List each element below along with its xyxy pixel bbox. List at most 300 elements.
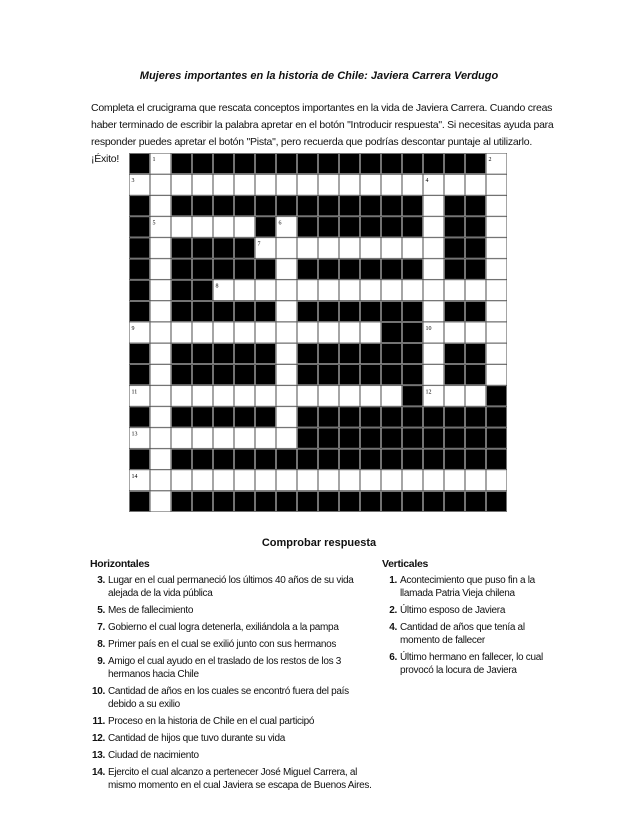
clue-text: Cantidad de hijos que tuvo durante su vida bbox=[108, 733, 285, 744]
clue-text: Último esposo de Javiera bbox=[400, 605, 506, 616]
crossword-block bbox=[298, 301, 318, 321]
crossword-block bbox=[319, 154, 339, 174]
crossword-cell[interactable] bbox=[277, 238, 297, 258]
crossword-block bbox=[277, 154, 297, 174]
crossword-cell[interactable] bbox=[151, 365, 171, 385]
crossword-block bbox=[445, 196, 465, 216]
crossword-block bbox=[235, 407, 255, 427]
crossword-block bbox=[172, 449, 192, 469]
crossword-cell[interactable] bbox=[193, 217, 213, 237]
crossword-cell[interactable] bbox=[361, 175, 381, 195]
crossword-cell[interactable] bbox=[214, 386, 234, 406]
crossword-cell[interactable] bbox=[487, 217, 507, 237]
crossword-block bbox=[340, 259, 360, 279]
crossword-block bbox=[403, 301, 423, 321]
crossword-block bbox=[319, 449, 339, 469]
crossword-block bbox=[235, 365, 255, 385]
clue-text: Proceso en la historia de Chile en el cual participó bbox=[108, 716, 315, 727]
clue-text: Cantidad de años en los cuales se encontró fuera del país debido a su exilio bbox=[108, 686, 349, 710]
crossword-cell[interactable] bbox=[151, 449, 171, 469]
crossword-cell[interactable] bbox=[361, 322, 381, 342]
crossword-block bbox=[466, 449, 486, 469]
crossword-cell[interactable] bbox=[214, 470, 234, 490]
crossword-clue-number: 4 bbox=[425, 178, 429, 185]
crossword-cell[interactable] bbox=[466, 386, 486, 406]
crossword-cell[interactable] bbox=[424, 470, 444, 490]
crossword-block bbox=[340, 301, 360, 321]
crossword-cell[interactable] bbox=[382, 280, 402, 300]
crossword-block bbox=[340, 428, 360, 448]
crossword-cell[interactable] bbox=[361, 386, 381, 406]
crossword-cell[interactable] bbox=[151, 196, 171, 216]
crossword-cell[interactable] bbox=[340, 238, 360, 258]
crossword-cell[interactable] bbox=[487, 196, 507, 216]
crossword-block bbox=[403, 344, 423, 364]
crossword-block bbox=[298, 196, 318, 216]
crossword-cell[interactable] bbox=[487, 238, 507, 258]
crossword-cell[interactable] bbox=[298, 280, 318, 300]
clue-item[interactable] bbox=[382, 621, 552, 647]
crossword-cell[interactable] bbox=[340, 175, 360, 195]
crossword-cell[interactable] bbox=[277, 322, 297, 342]
crossword-block bbox=[340, 344, 360, 364]
crossword-block bbox=[256, 301, 276, 321]
crossword-block bbox=[298, 344, 318, 364]
crossword-cell[interactable] bbox=[298, 175, 318, 195]
crossword-cell[interactable] bbox=[256, 322, 276, 342]
crossword-clue-number: 8 bbox=[215, 283, 219, 290]
crossword-block bbox=[403, 154, 423, 174]
clue-text: Lugar en el cual permaneció los últimos 40 años de su vida alejada de la vida pública bbox=[108, 575, 354, 599]
crossword-block bbox=[172, 238, 192, 258]
crossword-block bbox=[466, 238, 486, 258]
crossword-block bbox=[361, 217, 381, 237]
crossword-block bbox=[298, 407, 318, 427]
crossword-cell[interactable] bbox=[340, 322, 360, 342]
crossword-block bbox=[340, 491, 360, 511]
crossword-cell[interactable] bbox=[214, 175, 234, 195]
crossword-cell[interactable] bbox=[487, 280, 507, 300]
crossword-block bbox=[193, 449, 213, 469]
crossword-block bbox=[193, 238, 213, 258]
crossword-block bbox=[382, 491, 402, 511]
clue-item[interactable] bbox=[90, 715, 375, 728]
crossword-cell[interactable] bbox=[487, 301, 507, 321]
crossword-block bbox=[382, 449, 402, 469]
crossword-cell[interactable] bbox=[382, 238, 402, 258]
crossword-block bbox=[298, 428, 318, 448]
crossword-cell[interactable] bbox=[424, 301, 444, 321]
crossword-cell[interactable] bbox=[151, 280, 171, 300]
crossword-cell[interactable] bbox=[361, 238, 381, 258]
crossword-cell[interactable] bbox=[298, 386, 318, 406]
crossword-cell[interactable] bbox=[382, 470, 402, 490]
crossword-cell[interactable] bbox=[214, 217, 234, 237]
crossword-block bbox=[382, 301, 402, 321]
crossword-cell[interactable] bbox=[424, 196, 444, 216]
crossword-block bbox=[214, 449, 234, 469]
instructions-line: Completa el crucigrama que rescata conceptos importantes en la vida de Javiera Carrera. Cuando creas bbox=[91, 102, 553, 114]
crossword-cell[interactable] bbox=[382, 386, 402, 406]
crossword-cell[interactable] bbox=[277, 407, 297, 427]
crossword-block bbox=[235, 238, 255, 258]
crossword-cell[interactable] bbox=[424, 365, 444, 385]
crossword-block bbox=[172, 280, 192, 300]
crossword-block bbox=[466, 217, 486, 237]
crossword-cell[interactable] bbox=[319, 238, 339, 258]
crossword-block bbox=[214, 259, 234, 279]
horizontal-heading: Horizontales bbox=[90, 558, 150, 570]
crossword-block bbox=[487, 407, 507, 427]
crossword-cell[interactable] bbox=[277, 280, 297, 300]
page-title: Mujeres importantes en la historia de Chile: Javiera Carrera Verdugo bbox=[139, 70, 499, 82]
clue-text: Amigo el cual ayudo en el traslado de los restos de los 3 hermanos hacia Chile bbox=[108, 656, 342, 680]
crossword-cell[interactable] bbox=[256, 428, 276, 448]
crossword-block bbox=[361, 344, 381, 364]
crossword-block bbox=[340, 449, 360, 469]
crossword-block bbox=[487, 428, 507, 448]
crossword-cell[interactable] bbox=[319, 322, 339, 342]
clue-number: 9. bbox=[97, 656, 105, 667]
clue-number: 2. bbox=[389, 605, 397, 616]
crossword-block bbox=[235, 301, 255, 321]
crossword-block bbox=[382, 217, 402, 237]
crossword-cell[interactable] bbox=[277, 301, 297, 321]
crossword-cell[interactable] bbox=[487, 322, 507, 342]
crossword-cell[interactable] bbox=[235, 217, 255, 237]
crossword-block bbox=[340, 365, 360, 385]
crossword-cell[interactable] bbox=[487, 175, 507, 195]
crossword-block bbox=[319, 217, 339, 237]
crossword-cell[interactable] bbox=[172, 217, 192, 237]
crossword-cell[interactable] bbox=[487, 259, 507, 279]
crossword-cell[interactable] bbox=[193, 322, 213, 342]
crossword-block bbox=[256, 491, 276, 511]
crossword-block bbox=[403, 322, 423, 342]
crossword-block bbox=[130, 217, 150, 237]
crossword-clue-number: 9 bbox=[131, 325, 135, 332]
crossword-block bbox=[319, 407, 339, 427]
crossword-cell[interactable] bbox=[277, 344, 297, 364]
crossword-cell[interactable] bbox=[445, 470, 465, 490]
crossword-cell[interactable] bbox=[172, 470, 192, 490]
crossword-cell[interactable] bbox=[403, 175, 423, 195]
crossword-cell[interactable] bbox=[151, 175, 171, 195]
crossword-cell[interactable] bbox=[466, 175, 486, 195]
crossword-cell[interactable] bbox=[256, 386, 276, 406]
crossword-block bbox=[424, 428, 444, 448]
clue-item[interactable] bbox=[90, 574, 375, 600]
crossword-cell[interactable] bbox=[445, 322, 465, 342]
crossword-block bbox=[193, 491, 213, 511]
crossword-block bbox=[319, 365, 339, 385]
clue-item[interactable] bbox=[382, 604, 552, 617]
crossword-cell[interactable] bbox=[193, 470, 213, 490]
crossword-cell[interactable] bbox=[235, 280, 255, 300]
crossword-block bbox=[256, 344, 276, 364]
clue-number: 6. bbox=[389, 652, 397, 663]
crossword-block bbox=[298, 365, 318, 385]
crossword-cell[interactable] bbox=[151, 407, 171, 427]
crossword-block bbox=[319, 196, 339, 216]
crossword-block bbox=[340, 196, 360, 216]
crossword-cell[interactable] bbox=[340, 280, 360, 300]
crossword-cell[interactable] bbox=[487, 365, 507, 385]
crossword-cell[interactable] bbox=[382, 175, 402, 195]
crossword-cell[interactable] bbox=[151, 301, 171, 321]
clue-item[interactable] bbox=[382, 574, 552, 600]
clue-text: Primer país en el cual se exilió junto con sus hermanos bbox=[108, 639, 337, 650]
crossword-cell[interactable] bbox=[277, 470, 297, 490]
crossword-block bbox=[361, 196, 381, 216]
clue-item[interactable] bbox=[90, 766, 375, 792]
clue-number: 8. bbox=[97, 639, 105, 650]
crossword-clue-number: 7 bbox=[257, 241, 261, 248]
crossword-block bbox=[466, 428, 486, 448]
crossword-block bbox=[361, 491, 381, 511]
crossword-cell[interactable] bbox=[277, 259, 297, 279]
clue-item[interactable] bbox=[90, 621, 375, 634]
crossword-block bbox=[193, 196, 213, 216]
clue-item[interactable] bbox=[90, 732, 375, 745]
crossword-block bbox=[382, 365, 402, 385]
crossword-block bbox=[193, 301, 213, 321]
crossword-clue-number: 13 bbox=[131, 431, 138, 438]
crossword-cell[interactable] bbox=[298, 238, 318, 258]
crossword-cell[interactable] bbox=[151, 470, 171, 490]
crossword-cell[interactable] bbox=[403, 280, 423, 300]
crossword-cell[interactable] bbox=[256, 175, 276, 195]
crossword-cell[interactable] bbox=[151, 428, 171, 448]
crossword-block bbox=[424, 491, 444, 511]
crossword-cell[interactable] bbox=[487, 344, 507, 364]
crossword-block bbox=[172, 491, 192, 511]
crossword-block bbox=[130, 238, 150, 258]
crossword-cell[interactable] bbox=[277, 175, 297, 195]
crossword-block bbox=[445, 428, 465, 448]
crossword-block bbox=[193, 280, 213, 300]
crossword-block bbox=[487, 386, 507, 406]
crossword-cell[interactable] bbox=[466, 470, 486, 490]
crossword-block bbox=[298, 491, 318, 511]
crossword-clue-number: 5 bbox=[152, 220, 156, 227]
crossword-block bbox=[130, 259, 150, 279]
vertical-clues bbox=[382, 558, 552, 681]
clue-number: 1. bbox=[389, 575, 397, 586]
crossword-block bbox=[445, 491, 465, 511]
crossword-block bbox=[403, 259, 423, 279]
crossword-cell[interactable] bbox=[277, 386, 297, 406]
crossword-block bbox=[256, 407, 276, 427]
crossword-block bbox=[319, 301, 339, 321]
crossword-cell[interactable] bbox=[403, 238, 423, 258]
crossword-block bbox=[361, 259, 381, 279]
crossword-block bbox=[445, 301, 465, 321]
crossword-block bbox=[130, 154, 150, 174]
crossword-block bbox=[319, 491, 339, 511]
crossword-block bbox=[382, 322, 402, 342]
crossword-cell[interactable] bbox=[172, 386, 192, 406]
crossword-cell[interactable] bbox=[193, 428, 213, 448]
crossword-block bbox=[130, 280, 150, 300]
crossword-block bbox=[235, 344, 255, 364]
crossword-block bbox=[193, 407, 213, 427]
crossword-block bbox=[235, 449, 255, 469]
crossword-block bbox=[214, 365, 234, 385]
crossword-cell[interactable] bbox=[235, 175, 255, 195]
crossword-cell[interactable] bbox=[235, 386, 255, 406]
crossword-cell[interactable] bbox=[445, 175, 465, 195]
crossword-block bbox=[298, 449, 318, 469]
crossword-block bbox=[382, 428, 402, 448]
crossword-block bbox=[466, 196, 486, 216]
crossword-block bbox=[172, 344, 192, 364]
crossword-block bbox=[361, 428, 381, 448]
crossword-block bbox=[382, 344, 402, 364]
crossword-block bbox=[256, 217, 276, 237]
crossword-cell[interactable] bbox=[319, 470, 339, 490]
crossword-block bbox=[445, 217, 465, 237]
crossword-cell[interactable] bbox=[151, 344, 171, 364]
crossword-cell[interactable] bbox=[193, 175, 213, 195]
crossword-block bbox=[466, 407, 486, 427]
clue-item[interactable] bbox=[90, 655, 375, 681]
clue-number: 5. bbox=[97, 605, 105, 616]
crossword-block bbox=[172, 196, 192, 216]
crossword-block bbox=[256, 259, 276, 279]
crossword-cell[interactable] bbox=[172, 322, 192, 342]
crossword-cell[interactable] bbox=[445, 386, 465, 406]
crossword-block bbox=[403, 196, 423, 216]
crossword-block bbox=[403, 217, 423, 237]
crossword-cell[interactable] bbox=[235, 470, 255, 490]
crossword-cell[interactable] bbox=[361, 280, 381, 300]
clue-item[interactable] bbox=[90, 638, 375, 651]
clue-text: Acontecimiento que puso fin a la llamada Patria Vieja chilena bbox=[400, 575, 535, 599]
crossword-block bbox=[340, 154, 360, 174]
crossword-cell[interactable] bbox=[445, 280, 465, 300]
crossword-cell[interactable] bbox=[424, 280, 444, 300]
crossword-block bbox=[319, 344, 339, 364]
crossword-block bbox=[382, 196, 402, 216]
crossword-block bbox=[277, 449, 297, 469]
crossword-block bbox=[403, 491, 423, 511]
crossword-clue-number: 6 bbox=[278, 220, 282, 227]
crossword-block bbox=[403, 365, 423, 385]
crossword-block bbox=[130, 344, 150, 364]
crossword-cell[interactable] bbox=[193, 386, 213, 406]
crossword-block bbox=[298, 154, 318, 174]
crossword-cell[interactable] bbox=[424, 259, 444, 279]
crossword-cell[interactable] bbox=[277, 428, 297, 448]
crossword-cell[interactable] bbox=[403, 470, 423, 490]
crossword-cell[interactable] bbox=[424, 217, 444, 237]
crossword-block bbox=[466, 154, 486, 174]
check-answer-button[interactable]: Comprobar respuesta bbox=[261, 537, 377, 549]
crossword-block bbox=[214, 407, 234, 427]
crossword-cell[interactable] bbox=[151, 238, 171, 258]
crossword-block bbox=[130, 365, 150, 385]
crossword-cell[interactable] bbox=[319, 280, 339, 300]
crossword-cell[interactable] bbox=[424, 344, 444, 364]
crossword-block bbox=[172, 407, 192, 427]
crossword-block bbox=[130, 196, 150, 216]
crossword-block bbox=[172, 365, 192, 385]
clue-item[interactable] bbox=[90, 604, 375, 617]
crossword-cell[interactable] bbox=[424, 238, 444, 258]
clue-number: 13. bbox=[91, 750, 105, 761]
crossword-cell[interactable] bbox=[319, 175, 339, 195]
crossword-block bbox=[214, 344, 234, 364]
crossword-block bbox=[445, 238, 465, 258]
clue-number: 4. bbox=[389, 622, 397, 633]
clue-item[interactable] bbox=[382, 651, 552, 677]
crossword-cell[interactable] bbox=[214, 428, 234, 448]
crossword-block bbox=[130, 491, 150, 511]
crossword-cell[interactable] bbox=[151, 259, 171, 279]
crossword-cell[interactable] bbox=[151, 491, 171, 511]
crossword-block bbox=[424, 154, 444, 174]
crossword-cell[interactable] bbox=[298, 470, 318, 490]
crossword-cell[interactable] bbox=[319, 386, 339, 406]
clue-number: 12. bbox=[91, 733, 105, 744]
crossword-cell[interactable] bbox=[151, 386, 171, 406]
crossword-block bbox=[445, 407, 465, 427]
crossword-block bbox=[361, 449, 381, 469]
clue-item[interactable] bbox=[90, 749, 375, 762]
crossword-cell[interactable] bbox=[298, 322, 318, 342]
crossword-cell[interactable] bbox=[256, 470, 276, 490]
crossword-block bbox=[193, 344, 213, 364]
crossword-block bbox=[319, 428, 339, 448]
crossword-block bbox=[235, 154, 255, 174]
crossword-cell[interactable] bbox=[235, 322, 255, 342]
crossword-cell[interactable] bbox=[172, 175, 192, 195]
crossword-block bbox=[361, 154, 381, 174]
crossword-cell[interactable] bbox=[487, 470, 507, 490]
clue-item[interactable] bbox=[90, 685, 375, 711]
crossword-block bbox=[403, 386, 423, 406]
crossword-cell[interactable] bbox=[277, 365, 297, 385]
crossword-cell[interactable] bbox=[172, 428, 192, 448]
crossword-block bbox=[403, 407, 423, 427]
crossword-block bbox=[235, 259, 255, 279]
crossword-block bbox=[445, 259, 465, 279]
crossword-cell[interactable] bbox=[361, 470, 381, 490]
crossword-block bbox=[361, 407, 381, 427]
crossword-cell[interactable] bbox=[256, 280, 276, 300]
crossword-block bbox=[130, 449, 150, 469]
crossword-grid[interactable] bbox=[129, 153, 507, 512]
crossword-cell[interactable] bbox=[340, 386, 360, 406]
crossword-cell[interactable] bbox=[340, 470, 360, 490]
crossword-block bbox=[256, 154, 276, 174]
clue-number: 10. bbox=[91, 686, 105, 697]
crossword-cell[interactable] bbox=[235, 428, 255, 448]
crossword-cell[interactable] bbox=[466, 322, 486, 342]
crossword-clue-number: 1 bbox=[152, 157, 156, 163]
clue-text: Ciudad de nacimiento bbox=[108, 750, 199, 761]
clue-number: 14. bbox=[91, 767, 105, 778]
clue-number: 3. bbox=[97, 575, 105, 586]
clue-text: Cantidad de años que tenía al momento de fallecer bbox=[400, 622, 525, 646]
crossword-clue-number: 14 bbox=[131, 473, 138, 480]
clue-text: Gobierno el cual logra detenerla, exiliándola a la pampa bbox=[108, 622, 339, 633]
clue-text: Último hermano en fallecer, lo cual provocó la locura de Javiera bbox=[400, 652, 543, 676]
crossword-cell[interactable] bbox=[214, 322, 234, 342]
crossword-cell[interactable] bbox=[466, 280, 486, 300]
crossword-cell[interactable] bbox=[151, 322, 171, 342]
